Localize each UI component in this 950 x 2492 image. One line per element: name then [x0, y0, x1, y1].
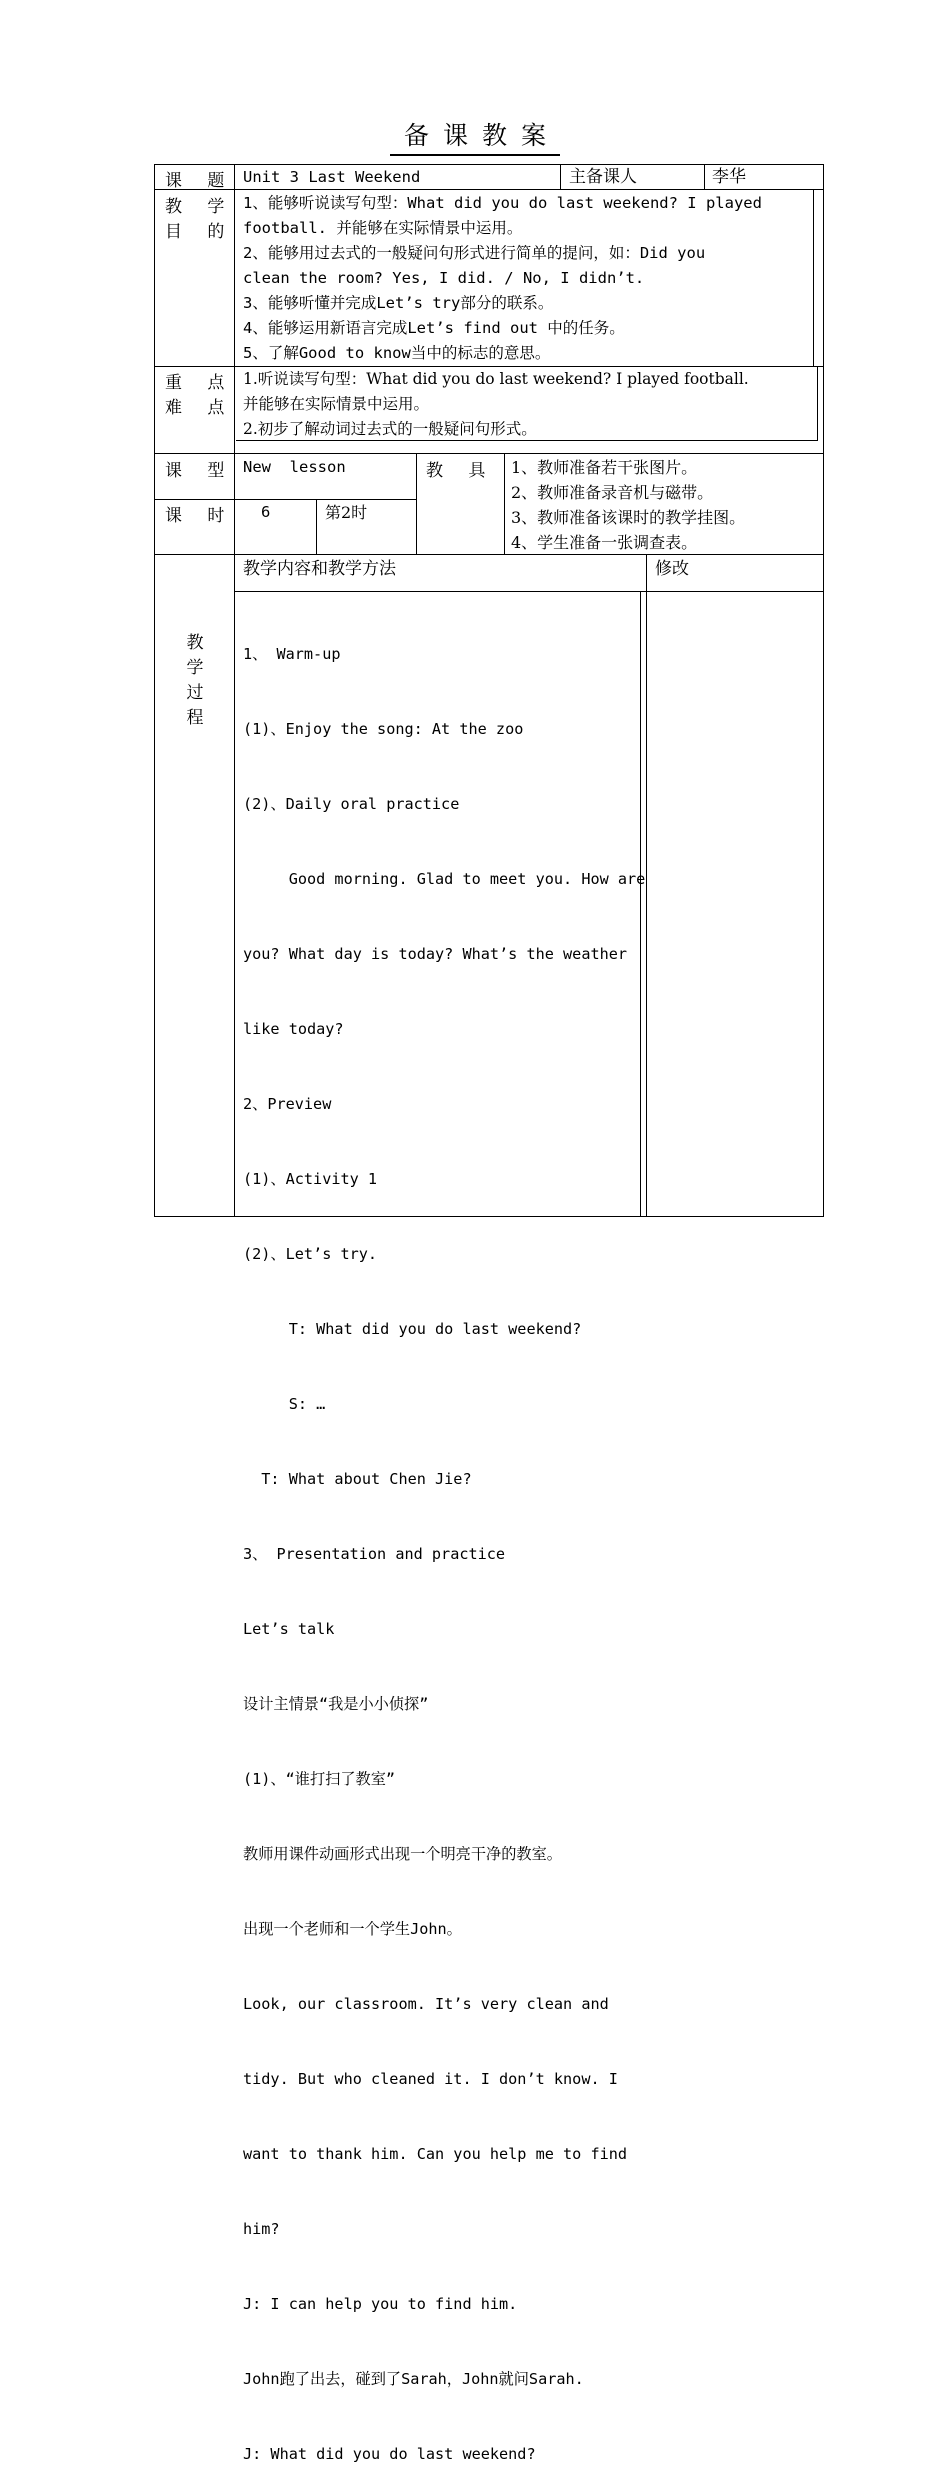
type-value: New lesson	[243, 458, 346, 476]
tool-item: 3、教师准备该课时的教学挂图。	[511, 508, 746, 527]
process-line: T: What did you do last weekend?	[243, 1320, 582, 1338]
process-line: 1、 Warm-up	[243, 645, 341, 663]
keypoint-line: 2.初步了解动词过去式的一般疑问句形式。	[243, 420, 537, 438]
process-line: tidy. But who cleaned it. I don’t know. I	[243, 2070, 618, 2088]
tool-item: 2、教师准备录音机与磁带。	[511, 483, 714, 502]
keypoints-label-2: 难 点	[165, 398, 235, 418]
objectives-list	[243, 191, 762, 366]
process-line: Good morning. Glad to meet you. How are	[243, 870, 646, 888]
process-content	[243, 592, 645, 2492]
process-line: (1)、“谁打扫了教室”	[243, 1770, 396, 1788]
process-line: 3、 Presentation and practice	[243, 1545, 506, 1563]
process-line: 2、Preview	[243, 1095, 332, 1113]
topic-label: 课 题	[165, 171, 235, 191]
tools-label: 教 具	[426, 461, 496, 481]
process-line: 设计主情景“我是小小侦探”	[243, 1695, 429, 1713]
teacher-value: 李华	[712, 167, 746, 187]
objective-line: 2、能够用过去式的一般疑问句形式进行简单的提问，如：Did you	[243, 244, 706, 262]
page-title: 备课教案	[0, 116, 950, 152]
keypoint-line: 1.听说读写句型：What did you do last weekend? I played football.	[243, 370, 749, 388]
process-line: J: I can help you to find him.	[243, 2295, 518, 2313]
tools-list	[511, 455, 745, 555]
process-line: J: What did you do last weekend?	[243, 2445, 536, 2463]
process-line: (1)、Activity 1	[243, 1170, 378, 1188]
hours-label: 课 时	[165, 506, 235, 526]
keypoints-label-1: 重 点	[165, 373, 235, 393]
objective-line: 5、了解Good to know当中的标志的意思。	[243, 344, 551, 362]
process-line: S: …	[243, 1395, 326, 1413]
period-value: 第2时	[325, 503, 368, 522]
process-label: 教 学 过 程	[186, 633, 204, 728]
revise-header: 修改	[655, 559, 689, 579]
process-line: him?	[243, 2220, 280, 2238]
objective-line: 3、能够听懂并完成Let’s try部分的联系。	[243, 294, 554, 312]
tool-item: 1、教师准备若干张图片。	[511, 458, 698, 477]
process-line: John跑了出去，碰到了Sarah，John就问Sarah.	[243, 2370, 584, 2388]
process-line: 教师用课件动画形式出现一个明亮干净的教室。	[243, 1845, 562, 1863]
process-line: (2)、Let’s try.	[243, 1245, 378, 1263]
process-line: you? What day is today? What’s the weather	[243, 945, 628, 963]
content-header: 教学内容和教学方法	[243, 559, 396, 579]
topic-value: Unit 3 Last Weekend	[243, 168, 421, 186]
objective-line: football. 并能够在实际情景中运用。	[243, 219, 523, 237]
objective-line: 1、能够听说读写句型：What did you do last weekend? I played	[243, 194, 762, 212]
process-line: Look, our classroom. It’s very clean and	[243, 1995, 609, 2013]
teacher-label: 主备课人	[569, 167, 637, 187]
keypoints-list	[243, 367, 749, 442]
tool-item: 4、学生准备一张调查表。	[511, 533, 698, 552]
type-label: 课 型	[165, 461, 235, 481]
process-line: Let’s talk	[243, 1620, 335, 1638]
objectives-label-2: 目 的	[165, 222, 235, 242]
process-line: 出现一个老师和一个学生John。	[243, 1920, 462, 1938]
process-line: want to thank him. Can you help me to find	[243, 2145, 628, 2163]
process-line: T: What about Chen Jie?	[243, 1470, 472, 1488]
objective-line: 4、能够运用新语言完成Let’s find out 中的任务。	[243, 319, 625, 337]
hours-value: 6	[261, 503, 271, 521]
objectives-label-1: 教 学	[165, 197, 235, 217]
process-line: like today?	[243, 1020, 344, 1038]
process-line: (2)、Daily oral practice	[243, 795, 460, 813]
objective-line: clean the room? Yes, I did. / No, I didn’t.	[243, 269, 645, 287]
process-line: (1)、Enjoy the song: At the zoo	[243, 720, 524, 738]
keypoint-line: 并能够在实际情景中运用。	[243, 395, 430, 413]
